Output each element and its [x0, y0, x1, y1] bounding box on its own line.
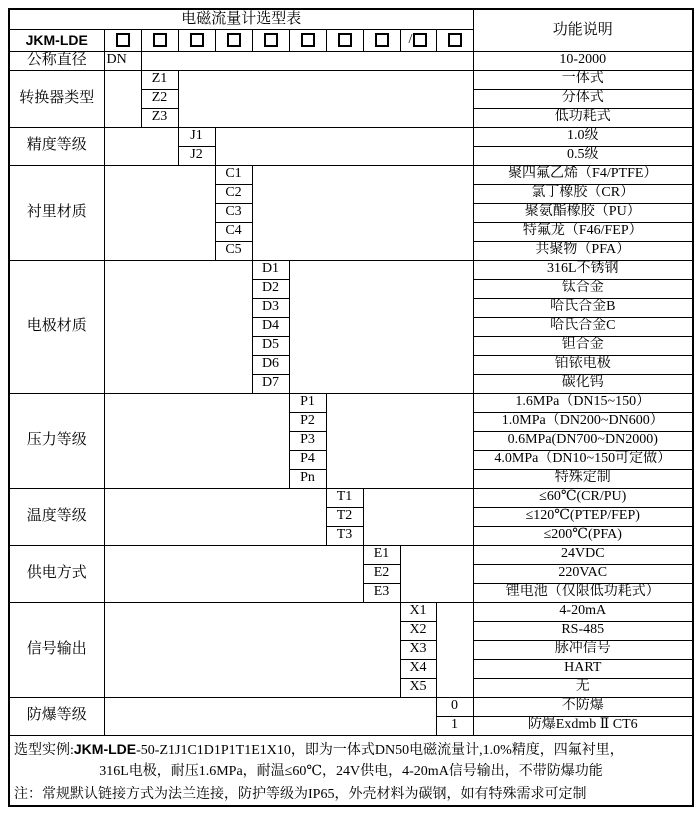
code-cell-d3: D3 [252, 298, 289, 317]
desc-cell: 1.6MPa（DN15~150） [473, 393, 693, 412]
desc-cell: 316L不锈钢 [473, 260, 693, 279]
model-checkbox-cell-4 [215, 29, 252, 51]
code-cell-t1: T1 [326, 488, 363, 507]
category-temperature-rating: 温度等级 [9, 488, 104, 545]
desc-cell: ≤200℃(PFA) [473, 526, 693, 545]
desc-cell: 特氟龙（F46/FEP） [473, 222, 693, 241]
code-cell-e3: E3 [363, 583, 400, 602]
category-accuracy-class: 精度等级 [9, 127, 104, 165]
desc-cell: 聚四氟乙烯（F4/PTFE） [473, 165, 693, 184]
category-liner-material: 衬里材质 [9, 165, 104, 260]
selection-example-line1 [12, 739, 690, 761]
model-prefix: JKM-LDE [9, 29, 104, 51]
code-cell-d2: D2 [252, 279, 289, 298]
filler [104, 260, 252, 393]
code-cell-1: 1 [436, 716, 473, 735]
code-cell-d4: D4 [252, 317, 289, 336]
code-cell-x5: X5 [400, 678, 436, 697]
code-cell-p1: P1 [289, 393, 326, 412]
code-cell-c2: C2 [215, 184, 252, 203]
example-rest: -50-Z1J1C1D1P1T1E1X10，即为一体式DN50电磁流量计,1.0%精度，四氟衬里， [136, 742, 624, 758]
checkbox-icon [301, 33, 315, 47]
filler [104, 127, 178, 165]
desc-cell: 铂铱电极 [473, 355, 693, 374]
category-nominal-diameter: 公称直径 [9, 51, 104, 70]
category-pressure-rating: 压力等级 [9, 393, 104, 488]
filler [104, 545, 363, 602]
filler [436, 602, 473, 697]
code-cell-dn: DN [104, 51, 141, 70]
slash-separator: / [408, 31, 413, 47]
category-signal-output: 信号输出 [9, 602, 104, 697]
code-cell-x3: X3 [400, 640, 436, 659]
code-cell-z1: Z1 [141, 70, 178, 89]
code-cell-z3: Z3 [141, 108, 178, 127]
code-cell-j2: J2 [178, 146, 215, 165]
desc-cell: 防爆Exdmb Ⅱ CT6 [473, 716, 693, 735]
checkbox-icon [448, 33, 462, 47]
footer [9, 735, 693, 806]
desc-cell: 1.0级 [473, 127, 693, 146]
code-cell-c5: C5 [215, 241, 252, 260]
desc-cell: 不防爆 [473, 697, 693, 716]
model-checkbox-cell-8 [363, 29, 400, 51]
code-cell-p3: P3 [289, 431, 326, 450]
desc-cell: HART [473, 659, 693, 678]
category-explosion-proof-rating: 防爆等级 [9, 697, 104, 735]
desc-cell: 低功耗式 [473, 108, 693, 127]
code-cell-e1: E1 [363, 545, 400, 564]
desc-cell: 聚氨酯橡胶（PU） [473, 203, 693, 222]
desc-cell: 哈氏合金B [473, 298, 693, 317]
desc-cell: 0.6MPa(DN700~DN2000) [473, 431, 693, 450]
code-cell-c4: C4 [215, 222, 252, 241]
note-text: 注：常规默认链接方式为法兰连接，防护等级为IP65，外壳材料为碳钢，如有特殊需求可定制 [14, 786, 587, 802]
code-cell-t3: T3 [326, 526, 363, 545]
desc-cell: 4-20mA [473, 602, 693, 621]
selection-sheet [0, 8, 700, 818]
code-cell-0: 0 [436, 697, 473, 716]
model-checkbox-cell-5 [252, 29, 289, 51]
desc-cell: 氯丁橡胶（CR） [473, 184, 693, 203]
desc-cell: 10-2000 [473, 51, 693, 70]
code-cell-z2: Z2 [141, 89, 178, 108]
selection-example-line2: 316L电极，耐压1.6MPa，耐温≤60℃，24V供电，4-20mA信号输出，不带防爆功能 [99, 763, 603, 779]
desc-cell: ≤120℃(PTEP/FEP) [473, 507, 693, 526]
category-power-supply: 供电方式 [9, 545, 104, 602]
checkbox-icon [338, 33, 352, 47]
desc-cell: 碳化钨 [473, 374, 693, 393]
model-checkbox-cell-6 [289, 29, 326, 51]
desc-cell: 1.0MPa（DN200~DN600） [473, 412, 693, 431]
desc-cell: 4.0MPa（DN10~150可定做） [473, 450, 693, 469]
filler [215, 127, 473, 165]
desc-cell: RS-485 [473, 621, 693, 640]
desc-cell: 0.5级 [473, 146, 693, 165]
checkbox-icon [264, 33, 278, 47]
desc-cell: 脉冲信号 [473, 640, 693, 659]
desc-cell: ≤60℃(CR/PU) [473, 488, 693, 507]
desc-cell: 锂电池（仅限低功耗式） [473, 583, 693, 602]
example-model-code: JKM-LDE [73, 740, 137, 757]
code-cell-e2: E2 [363, 564, 400, 583]
code-cell-d5: D5 [252, 336, 289, 355]
filler [252, 165, 473, 260]
model-checkbox-cell-10 [436, 29, 473, 51]
example-prefix: 选型实例: [14, 742, 74, 758]
category-converter-type: 转换器类型 [9, 70, 104, 127]
desc-cell: 共聚物（PFA） [473, 241, 693, 260]
model-checkbox-cell-2 [141, 29, 178, 51]
filler [104, 393, 289, 488]
checkbox-icon [153, 33, 167, 47]
model-checkbox-cell-7 [326, 29, 363, 51]
filler [104, 697, 436, 735]
filler [104, 70, 141, 127]
desc-cell: 一体式 [473, 70, 693, 89]
desc-cell: 钽合金 [473, 336, 693, 355]
checkbox-icon [227, 33, 241, 47]
code-cell-p2: P2 [289, 412, 326, 431]
code-cell-x1: X1 [400, 602, 436, 621]
checkbox-icon [116, 33, 130, 47]
filler [400, 545, 473, 602]
code-cell-t2: T2 [326, 507, 363, 526]
code-cell-pn: Pn [289, 469, 326, 488]
code-cell-x4: X4 [400, 659, 436, 678]
desc-cell: 无 [473, 678, 693, 697]
filler [104, 165, 215, 260]
filler [104, 488, 326, 545]
code-cell-x2: X2 [400, 621, 436, 640]
code-cell-d6: D6 [252, 355, 289, 374]
code-cell-d1: D1 [252, 260, 289, 279]
code-cell-c3: C3 [215, 203, 252, 222]
model-checkbox-cell-1 [104, 29, 141, 51]
checkbox-icon [375, 33, 389, 47]
filler [141, 51, 473, 70]
filler [363, 488, 473, 545]
code-cell-d7: D7 [252, 374, 289, 393]
selection-table [8, 8, 694, 807]
desc-cell: 特殊定制 [473, 469, 693, 488]
filler [289, 260, 473, 393]
filler [326, 393, 473, 488]
checkbox-icon [190, 33, 204, 47]
desc-cell: 哈氏合金C [473, 317, 693, 336]
checkbox-icon [413, 33, 427, 47]
code-cell-p4: P4 [289, 450, 326, 469]
table-title: 电磁流量计选型表 [9, 9, 473, 29]
desc-cell: 钛合金 [473, 279, 693, 298]
desc-cell: 分体式 [473, 89, 693, 108]
category-electrode-material: 电极材质 [9, 260, 104, 393]
desc-cell: 24VDC [473, 545, 693, 564]
filler [104, 602, 400, 697]
model-checkbox-cell-3 [178, 29, 215, 51]
desc-cell: 220VAC [473, 564, 693, 583]
model-checkbox-cell-9 [400, 29, 436, 51]
filler [178, 70, 473, 127]
code-cell-j1: J1 [178, 127, 215, 146]
function-column-header: 功能说明 [473, 9, 693, 51]
code-cell-c1: C1 [215, 165, 252, 184]
